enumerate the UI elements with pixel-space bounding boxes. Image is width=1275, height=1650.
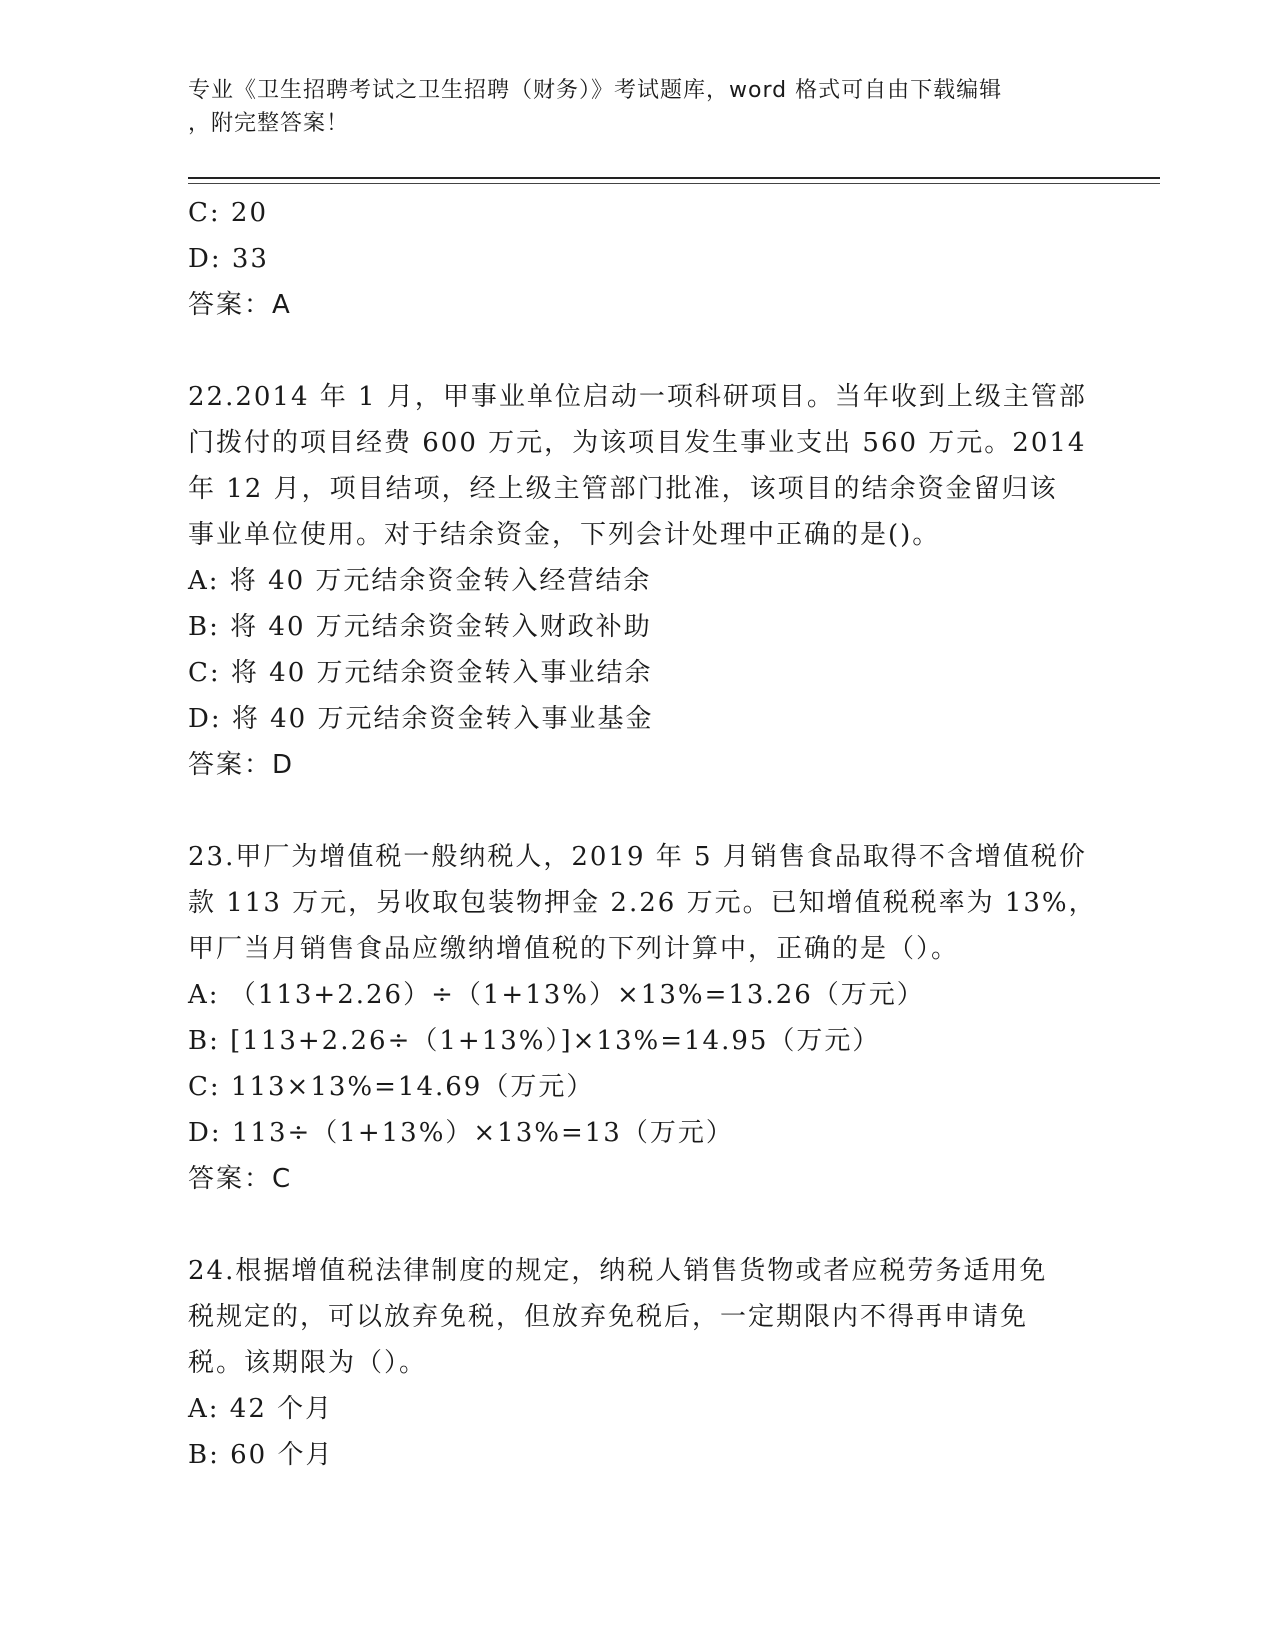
option-b: B: 将 40 万元结余资金转入财政补助 (188, 612, 652, 642)
question-text-line: 税规定的，可以放弃免税，但放弃免税后，一定期限内不得再申请免 (188, 1302, 1029, 1332)
option-c: C: 113×13%=14.69（万元） (188, 1072, 595, 1102)
header-divider-thin (188, 183, 1160, 184)
option-d: D: 113÷（1+13%）×13%=13（万元） (188, 1118, 734, 1148)
answer-label: 答案：D (188, 750, 295, 780)
document-body (188, 190, 1097, 1478)
option-d: D: 将 40 万元结余资金转入事业基金 (188, 704, 654, 734)
option-c: C: 20 (188, 198, 269, 228)
document-header (188, 74, 1088, 140)
question-text-line: 事业单位使用。对于结余资金，下列会计处理中正确的是()。 (188, 520, 941, 550)
option-b: B: [113+2.26÷（1+13%）]×13%=14.95（万元） (188, 1026, 881, 1056)
question-text-line: 24.根据增值税法律制度的规定，纳税人销售货物或者应税劳务适用免 (188, 1256, 1048, 1286)
question-text-line: 甲厂当月销售食品应缴纳增值税的下列计算中，正确的是（）。 (188, 934, 960, 964)
question-text-line: 23.甲厂为增值税一般纳税人，2019 年 5 月销售食品取得不含增值税价 (188, 842, 1087, 872)
question-text-line: 门拨付的项目经费 600 万元，为该项目发生事业支出 560 万元。2014 (188, 428, 1087, 458)
question-text-line: 22.2014 年 1 月，甲事业单位启动一项科研项目。当年收到上级主管部 (188, 382, 1087, 412)
question-22 (188, 374, 1088, 788)
question-23 (188, 834, 1097, 1202)
answer-label: 答案：A (188, 290, 292, 320)
question-text-line: 税。该期限为（）。 (188, 1348, 428, 1378)
header-line-2: ，附完整答案！ (188, 111, 350, 136)
question-text-line: 年 12 月，项目结项，经上级主管部门批准，该项目的结余资金留归该 (188, 474, 1058, 504)
header-divider-thick (188, 177, 1160, 179)
question-text-line: 款 113 万元，另收取包装物押金 2.26 万元。已知增值税税率为 13%， (188, 888, 1097, 918)
question-21-tail (188, 190, 1088, 328)
header-line-1: 专业《卫生招聘考试之卫生招聘（财务）》考试题库，word 格式可自由下载编辑 (188, 78, 1003, 103)
option-d: D: 33 (188, 244, 269, 274)
option-b: B: 60 个月 (188, 1440, 334, 1470)
option-a: A: （113+2.26）÷（1+13%）×13%=13.26（万元） (188, 980, 925, 1010)
option-a: A: 将 40 万元结余资金转入经营结余 (188, 566, 652, 596)
answer-label: 答案：C (188, 1164, 293, 1194)
option-c: C: 将 40 万元结余资金转入事业结余 (188, 658, 653, 688)
option-a: A: 42 个月 (188, 1394, 334, 1424)
question-24 (188, 1248, 1088, 1478)
